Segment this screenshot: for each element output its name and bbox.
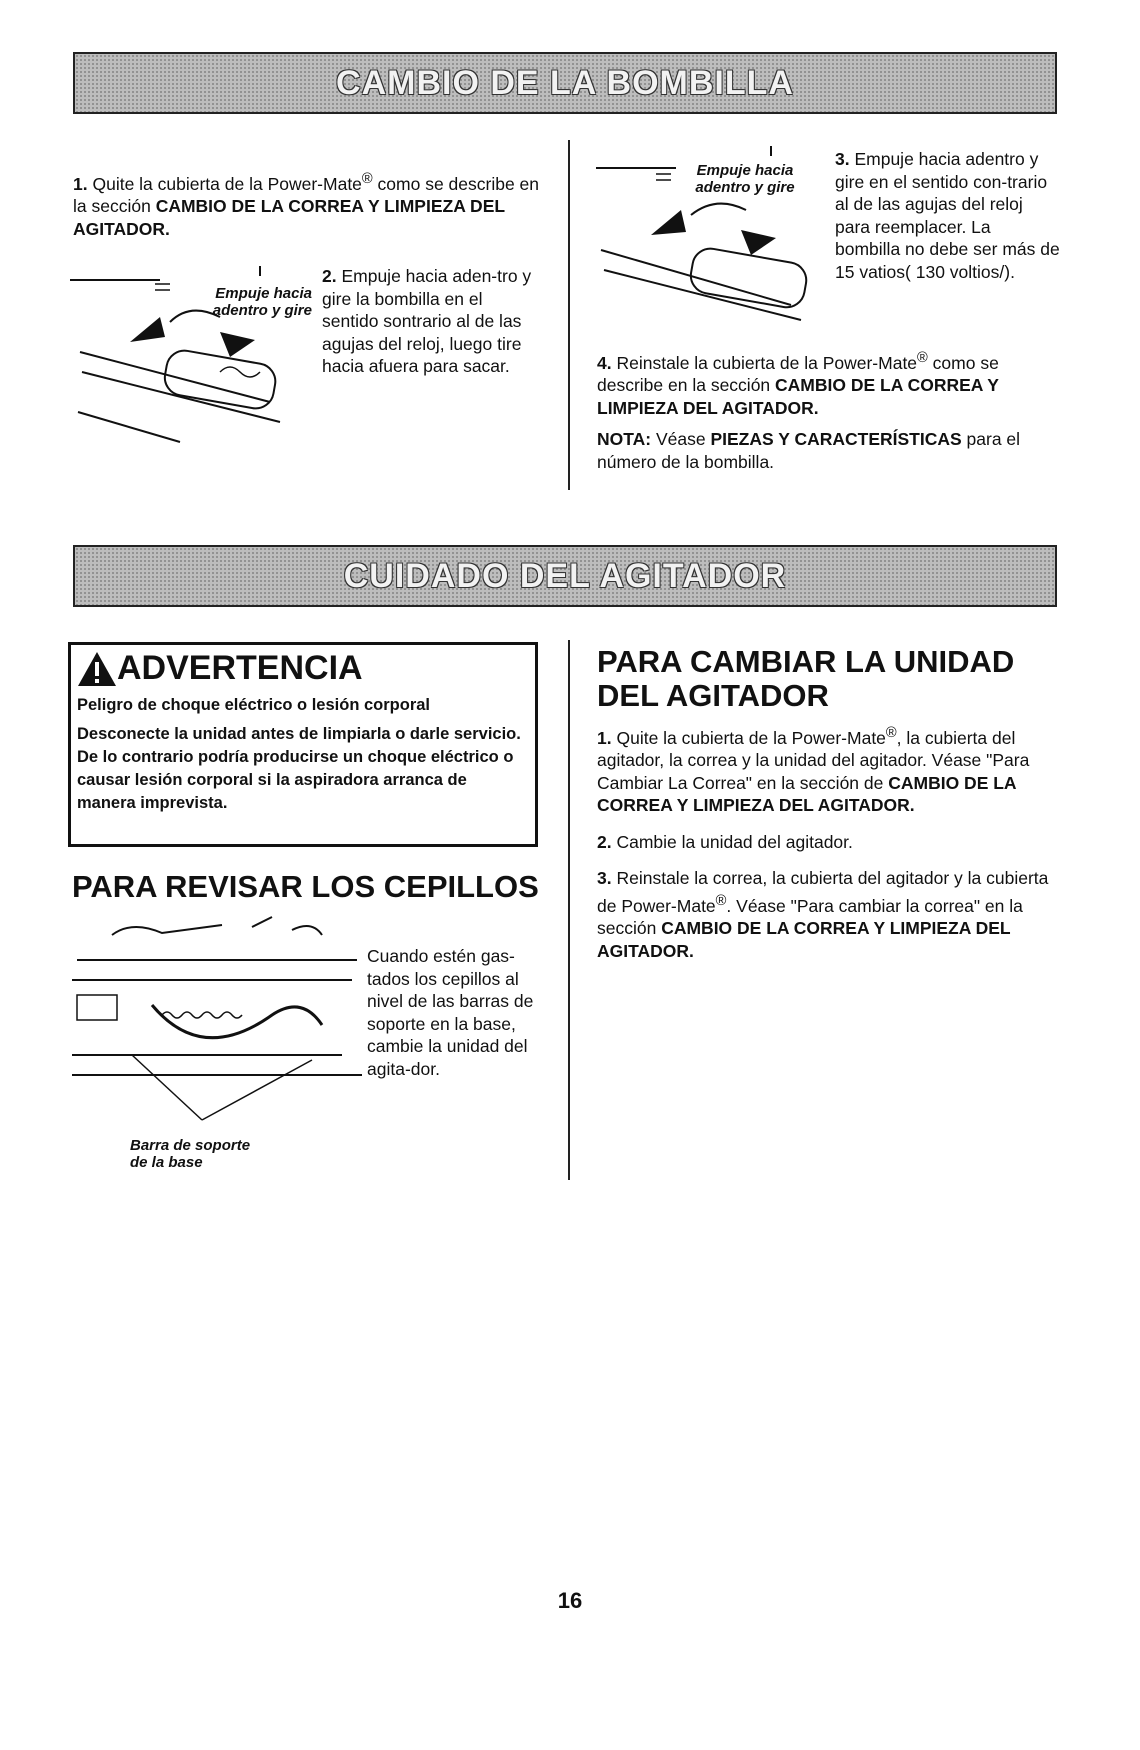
figure-label-push-turn: Empuje hacia adentro y gire	[212, 285, 312, 319]
bulb-step-1: 1. Quite la cubierta de la Power-Mate® como se describe en la sección CAMBIO DE LA CORREA Y LIMPIEZA DEL AGITADOR.	[73, 171, 540, 239]
warning-triangle-icon	[77, 651, 117, 687]
warning-title: ADVERTENCIA	[117, 649, 363, 687]
bulb-note: NOTA: Véase PIEZAS Y CARACTERÍSTICAS para el número de la bombilla.	[597, 429, 1021, 472]
bulb-step-4: 4. Reinstale la cubierta de la Power-Mate® como se describe en la sección CAMBIO DE LA CORREA Y LIMPIEZA DEL AGITADOR. NOTA: Véase PIEZAS Y CARACTERÍSTICAS para el número de la bombilla.	[597, 347, 1067, 482]
change-step-2: 2. Cambie la unidad del agitador.	[597, 831, 853, 852]
change-agitator-heading: PARA CAMBIAR LA UNIDAD DEL AGITADOR	[597, 644, 1015, 713]
section-banner-bulb	[73, 52, 1057, 114]
bulb-step-3: 3. Empuje hacia adentro y gire en el sentido con-trario al de las agujas del reloj para reemplacer. La bombilla no debe ser más de 15 vatios( 130 voltios/).	[835, 149, 1060, 282]
change-agitator-steps	[597, 722, 1062, 971]
brushes-figure	[72, 915, 362, 1125]
warning-box	[68, 642, 538, 847]
bulb-step-2: 2. Empuje hacia aden-tro y gire la bombilla en el sentido sontrario al de las agujas del reloj, luego tire hacia afuera para sacar.	[322, 266, 532, 376]
brushes-heading: PARA REVISAR LOS CEPILLOS	[72, 869, 539, 904]
figure-label-support-bar: Barra de soporte de la base	[130, 1137, 251, 1171]
figure-label-push-turn-2: Empuje hacia adentro y gire	[695, 162, 795, 196]
warning-subtitle: Peligro de choque eléctrico o lesión corporal	[77, 696, 431, 714]
brushes-text: Cuando estén gas-tados los cepillos al nivel de las barras de soporte en la base, cambie la unidad del agita-dor.	[367, 946, 534, 1079]
section-banner-agitator	[73, 545, 1057, 607]
warning-body: Desconecte la unidad antes de limpiarla o darle servicio. De lo contrario podría producirse un choque eléctrico o causar lesión corporal si la aspiradora arranca de manera imprevista.	[77, 725, 521, 812]
page-number: 16	[557, 1588, 583, 1613]
change-step-3: 3. Reinstale la correa, la cubierta del agitador y la cubierta de Power-Mate®. Véase "Para cambiar la correa" en la sección CAMBIO DE LA CORREA Y LIMPIEZA DEL AGITADOR.	[597, 868, 1049, 961]
column-divider-2	[568, 640, 570, 1180]
change-step-1: 1. Quite la cubierta de la Power-Mate®, la cubierta del agitador, la correa y la unidad del agitador. Véase "Para Cambiar La Correa" en la sección de CAMBIO DE LA CORREA Y LIMPIEZA DEL AGITADOR.	[597, 725, 1030, 816]
column-divider	[568, 140, 570, 490]
section-title: CAMBIO DE LA BOMBILLA	[336, 63, 794, 102]
section-title: CUIDADO DEL AGITADOR	[343, 556, 787, 595]
